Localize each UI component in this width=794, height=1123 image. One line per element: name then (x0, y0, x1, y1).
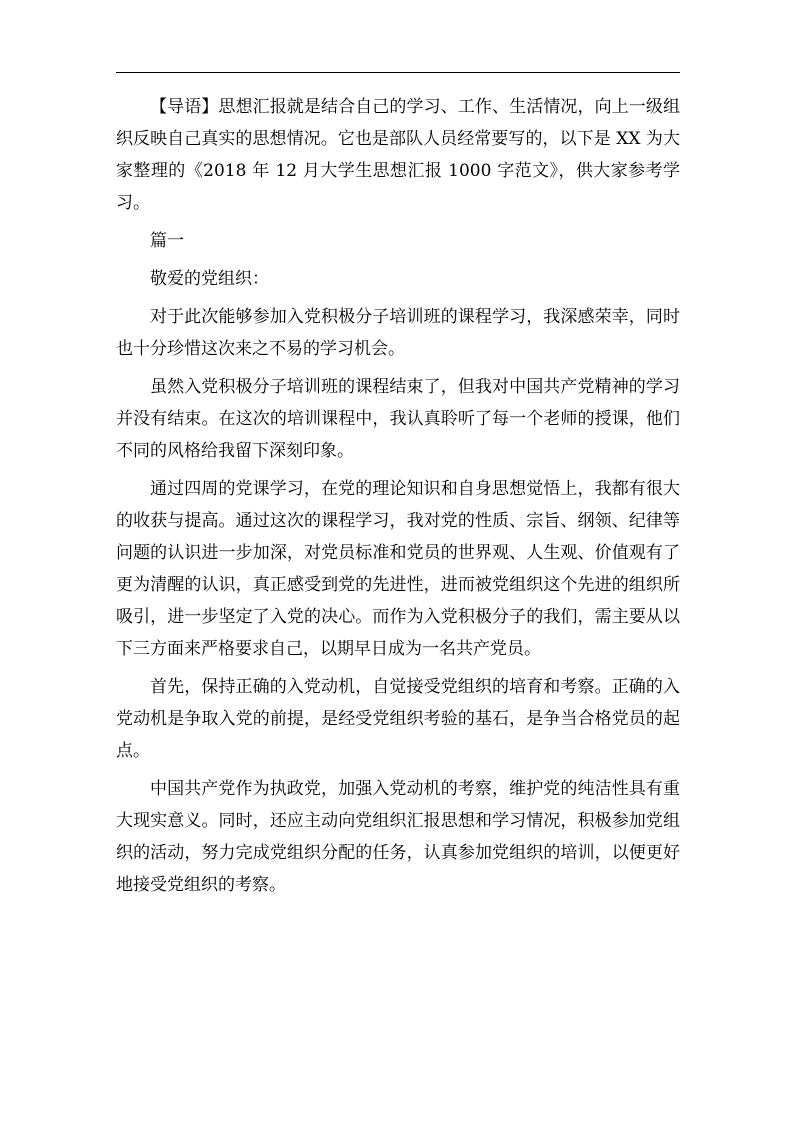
section-heading: 篇一 (150, 231, 184, 251)
intro-paragraph: 【导语】思想汇报就是结合自己的学习、工作、生活情况，向上一级组织反映自己真实的思想情况。它也是部队人员经常要写的，以下是 XX 为大家整理的《2018 年 12 月大学生思想汇报 1000 字范文》，供大家参考学习。 (116, 97, 680, 213)
body-paragraph: 首先，保持正确的入党动机，自觉接受党组织的培育和考察。正确的入党动机是争取入党的前提，是经受党组织考验的基石，是争当合格党员的起点。 (116, 677, 680, 761)
salutation: 敬爱的党组织： (150, 269, 269, 289)
body-paragraph: 中国共产党作为执政党，加强入党动机的考察，维护党的纯洁性具有重大现实意义。同时，还应主动向党组织汇报思想和学习情况，积极参加党组织的活动，努力完成党组织分配的任务，认真参加党组织的培训，以便更好地接受党组织的考察。 (116, 779, 680, 895)
body-paragraph: 通过四周的党课学习，在党的理论知识和自身思想觉悟上，我都有很大的收获与提高。通过这次的课程学习，我对党的性质、宗旨、纲领、纪律等问题的认识进一步加深，对党员标准和党员的世界观、人生观、价值观有了更为清醒的认识，真正感受到党的先进性，进而被党组织这个先进的组织所吸引，进一步坚定了入党的决心。而作为入党积极分子的我们，需主要从以下三方面来严格要求自己，以期早日成为一名共产党员。 (116, 479, 680, 659)
document-body (116, 91, 680, 907)
body-paragraph: 虽然入党积极分子培训班的课程结束了，但我对中国共产党精神的学习并没有结束。在这次的培训课程中，我认真聆听了每一个老师的授课，他们不同的风格给我留下深刻印象。 (116, 377, 680, 461)
body-paragraph: 对于此次能够参加入党积极分子培训班的课程学习，我深感荣幸，同时也十分珍惜这次来之不易的学习机会。 (116, 307, 680, 359)
header-rule (116, 72, 680, 73)
